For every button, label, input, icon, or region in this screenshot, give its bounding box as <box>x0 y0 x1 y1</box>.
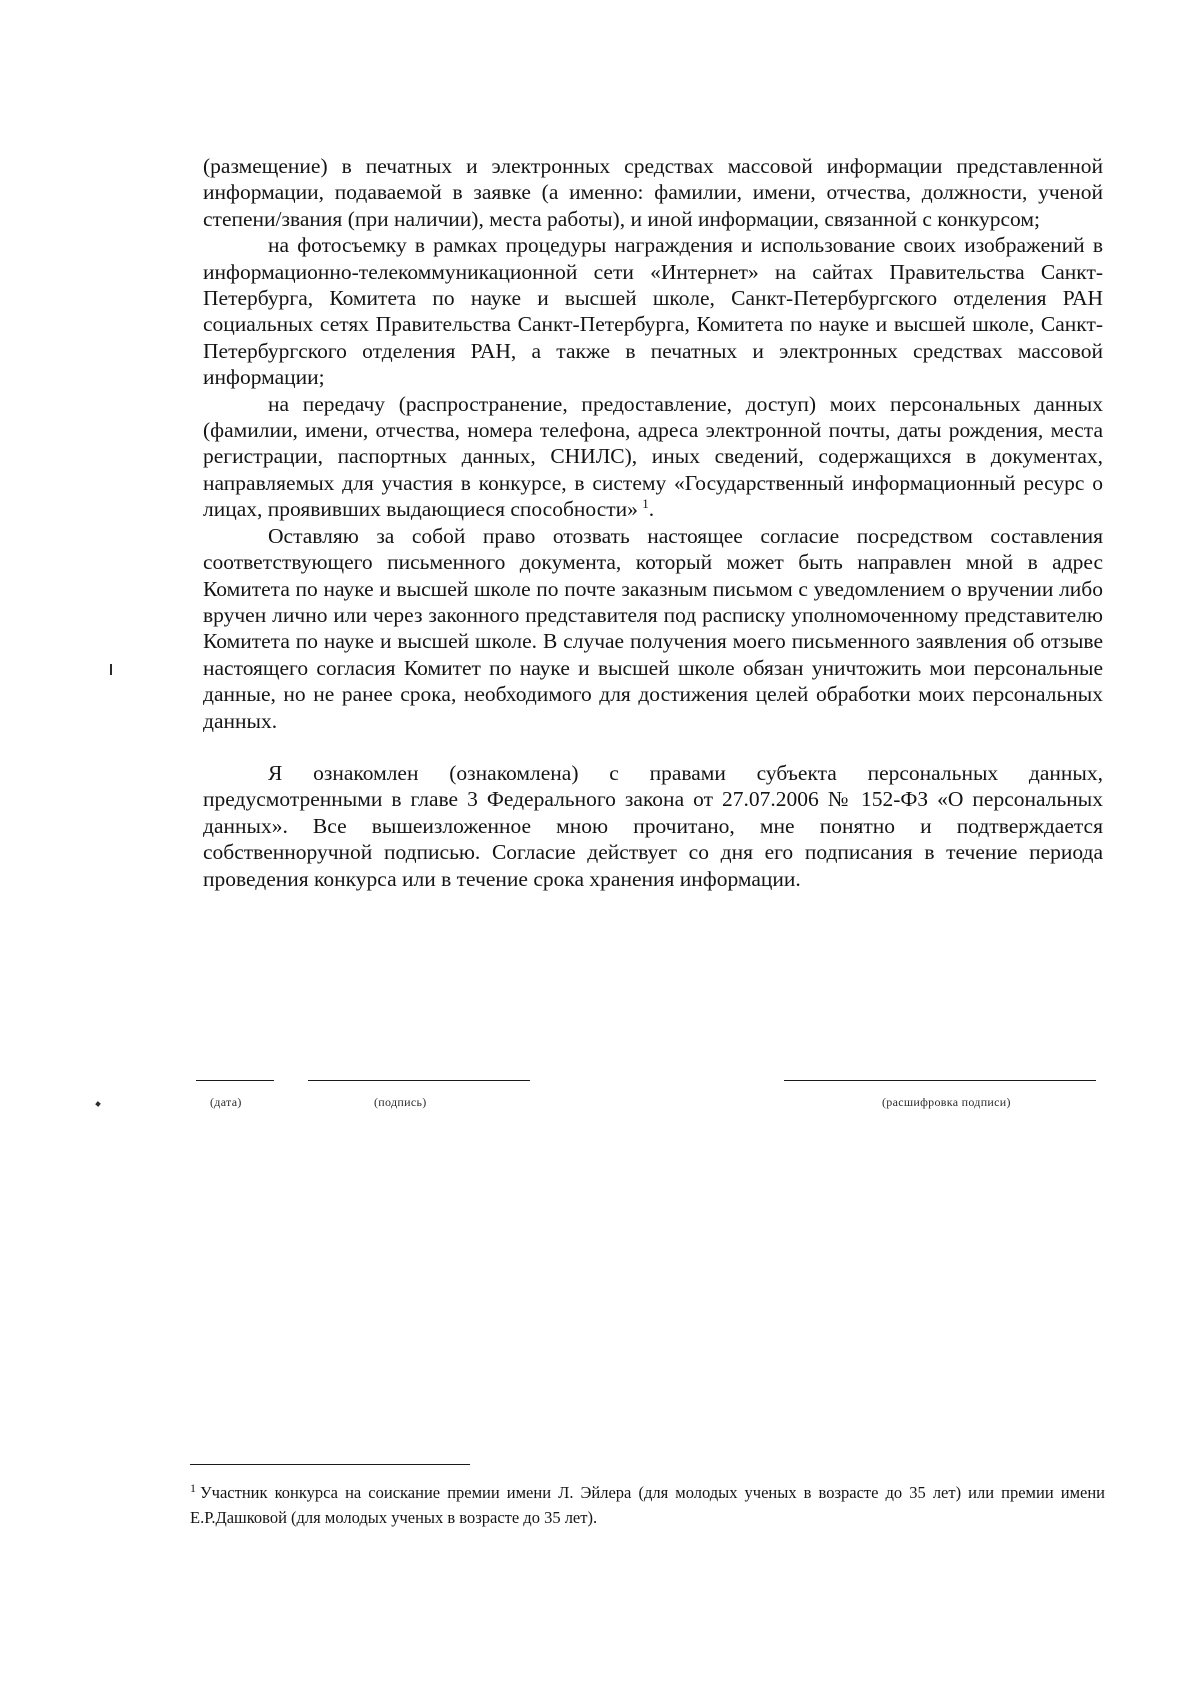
signature-line <box>308 1080 530 1081</box>
footnote-reference: 1 <box>642 496 649 512</box>
decoding-label: (расшифровка подписи) <box>882 1095 1011 1109</box>
paragraph-data-transfer-consent <box>203 391 1103 523</box>
scan-speck <box>95 1101 101 1107</box>
data-transfer-text: на передачу (распространение, предоставление, доступ) моих персональных данных (фамилии, имени, отчества, номера телефона, адреса электронной почты, даты рождения, места регистрации, паспортных данных, СНИЛС), иных сведений, содержащихся в документах, направляемых для участия в конкурсе, в систему «Государственный информационный ресурс о лицах, проявивших выдающиеся способности» <box>203 391 1103 522</box>
decoding-line <box>784 1080 1096 1081</box>
date-label: (дата) <box>210 1095 242 1109</box>
paragraph-acknowledgement: Я ознакомлен (ознакомлена) с правами субъекта персональных данных, предусмотренными в главе 3 Федерального закона от 27.07.2006 № 152-ФЗ «О персональных данных». Все вышеизложенное мною прочитано, мне понятно и подтверждается собственноручной подписью. Согласие действует со дня его подписания в течение периода проведения конкурса или в течение срока хранения информации. <box>203 760 1103 891</box>
date-line <box>196 1080 274 1081</box>
data-transfer-tail: . <box>648 497 655 522</box>
footnote <box>190 1480 1105 1530</box>
document-body <box>203 153 1103 892</box>
signature-label: (подпись) <box>374 1095 427 1109</box>
paragraph-publication-consent: (размещение) в печатных и электронных средствах массовой информации представленной информации, подаваемой в заявке (а именно: фамилии, имени, отчества, должности, ученой степени/звания (при наличии), места работы), и иной информации, связанной с конкурсом; <box>203 154 1103 231</box>
footnote-separator <box>190 1464 470 1465</box>
paragraph-photo-consent: на фотосъемку в рамках процедуры награждения и использование своих изображений в информационно-телекоммуникационной сети «Интернет» на сайтах Правительства Санкт-Петербурга, Комитета по науке и высшей школе, Санкт-Петербургского отделения РАН социальных сетях Правительства Санкт-Петербурга, Комитета по науке и высшей школе, Санкт-Петербургского отделения РАН, а также в печатных и электронных средствах массовой информации; <box>203 233 1103 390</box>
footnote-marker: 1 <box>190 1480 196 1495</box>
scan-speck <box>110 664 112 675</box>
footnote-text: Участник конкурса на соискание премии имени Л. Эйлера (для молодых ученых в возрасте до 35 лет) или премии имени Е.Р.Дашковой (для молодых ученых в возрасте до 35 лет). <box>190 1483 1105 1527</box>
paragraph-withdrawal-right: Оставляю за собой право отозвать настоящее согласие посредством составления соответствующего письменного документа, который может быть направлен мной в адрес Комитета по науке и высшей школе по почте заказным письмом с уведомлением о вручении либо вручен лично или через законного представителя под расписку уполномоченному представителю Комитета по науке и высшей школе. В случае получения моего письменного заявления об отзыве настоящего согласия Комитет по науке и высшей школе обязан уничтожить мои персональные данные, но не ранее срока, необходимого для достижения целей обработки моих персональных данных. <box>203 523 1103 733</box>
